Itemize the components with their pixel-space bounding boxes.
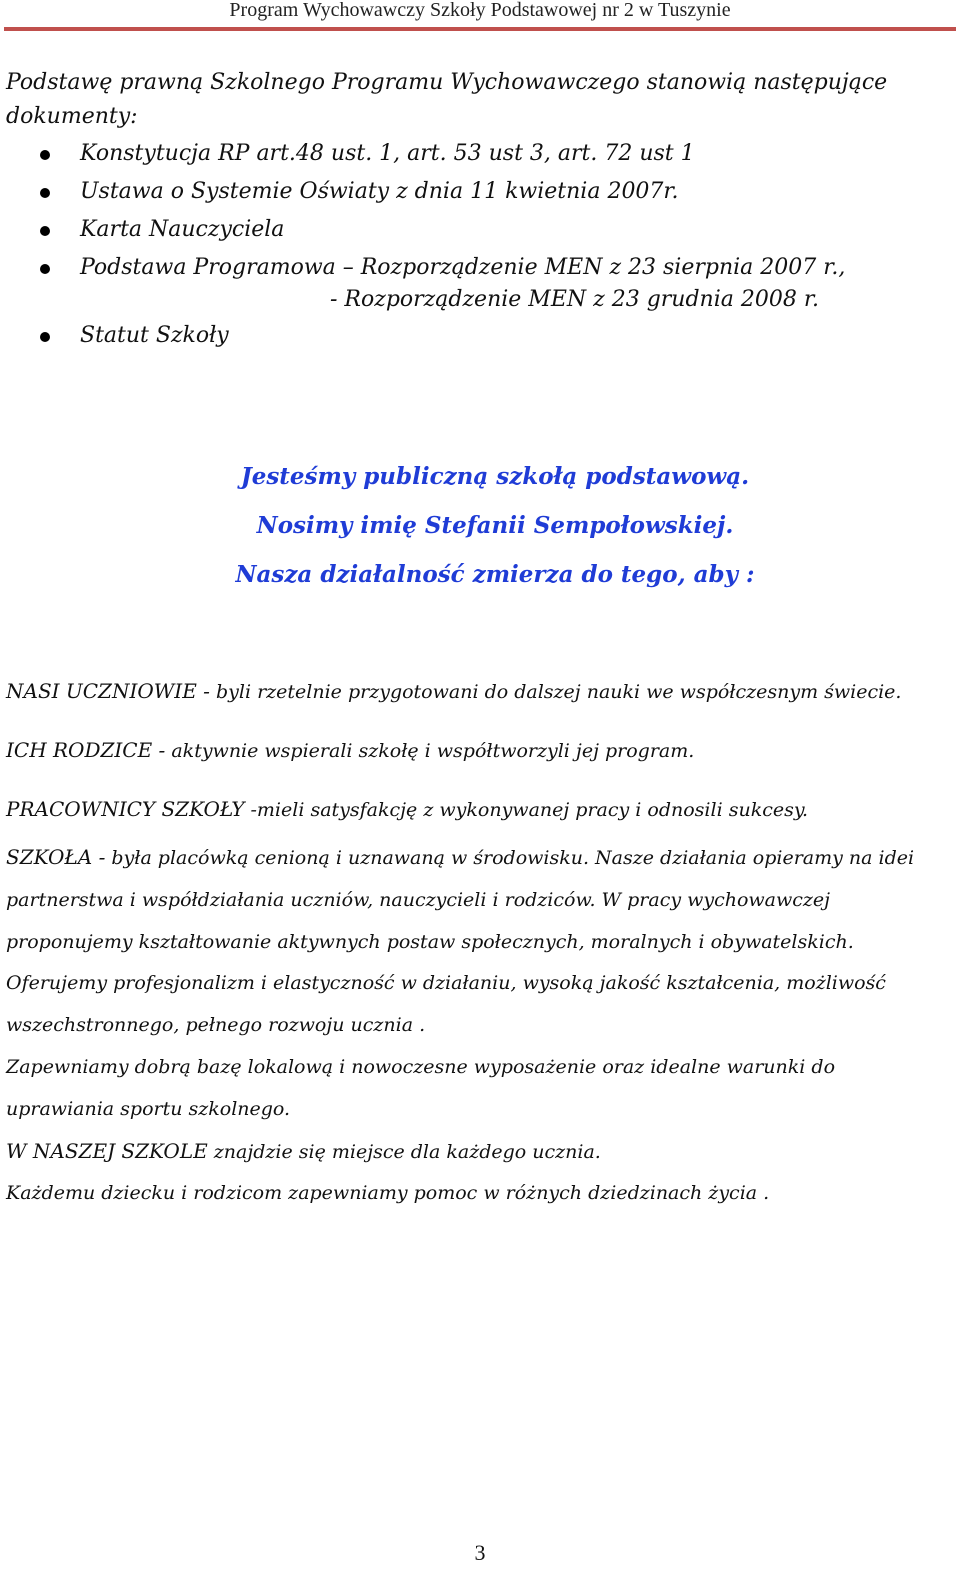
goal-item [6,676,946,707]
goal-item [6,735,946,766]
page-header-title: Program Wychowawczy Szkoły Podstawowej nr 2 w Tuszynie [229,0,731,21]
mission-line: Nasza działalność zmierza do tego, aby : [235,561,755,588]
list-item: Konstytucja RP art.48 ust. 1, art. 53 ust 3, art. 72 ust 1 [0,138,900,170]
offer-paragraph: Oferujemy profesjonalizm i elastyczność w działaniu, wysoką jakość kształcenia, możliwość wszechstronnego, pełnego rozwoju ucznia . [6,972,886,1036]
goal-text: była placówką cenioną i uznawaną w środowisku. Nasze działania opieramy na idei partnerstwa i współdziałania uczniów, nauczycieli i rodziców. W pracy wychowawczej proponujemy kształtowanie aktywnych postaw społecznych, moralnych i obywatelskich. [6,847,915,953]
school-goal-paragraph [6,836,946,963]
list-item-continuation: - Rozporządzenie MEN z 23 grudnia 2008 r. [330,287,819,312]
goal-label: ICH RODZICE - [6,738,166,762]
mission-line: Jesteśmy publiczną szkołą podstawową. [240,463,750,490]
goal-item [6,794,946,825]
bullet-icon [40,150,50,160]
bullet-icon [40,264,50,274]
goal-label: SZKOŁA - [6,845,106,869]
list-item: Karta Nauczyciela [0,214,900,246]
mission-statement [0,452,960,599]
header-divider [4,27,956,31]
intro-paragraph: Podstawę prawną Szkolnego Programu Wychowawczego stanowią następujące dokumenty: [6,70,888,129]
goal-text: aktywnie wspierali szkołę i współtworzyli jej program. [165,740,695,762]
goal-label: W NASZEJ SZKOLE [6,1139,208,1163]
goal-text: -mieli satysfakcję z wykonywanej pracy i odnosili sukcesy. [244,799,809,821]
mission-line: Nosimy imię Stefanii Sempołowskiej. [256,512,734,539]
legal-documents-list [0,138,900,358]
bullet-icon [40,188,50,198]
page-number: 3 [474,1540,486,1565]
goal-label: NASI UCZNIOWIE - [6,679,210,703]
list-item: Statut Szkoły [0,320,900,352]
bullet-icon [40,226,50,236]
base-paragraph: Zapewniamy dobrą bazę lokalową i nowoczesne wyposażenie oraz idealne warunki do uprawiania sportu szkolnego. [6,1056,836,1120]
place-paragraph: W NASZEJ SZKOLE znajdzie się miejsce dla każdego ucznia. [6,1139,601,1163]
goals-list [6,676,946,853]
goal-label: PRACOWNICY SZKOŁY [6,797,245,821]
bullet-icon [40,332,50,342]
list-item: Podstawa Programowa – Rozporządzenie MEN z 23 sierpnia 2007 r., - Rozporządzenie MEN z 23 grudnia 2008 r. [0,252,900,316]
list-item: Ustawa o Systemie Oświaty z dnia 11 kwietnia 2007r. [0,176,900,208]
goal-text: byli rzetelnie przygotowani do dalszej nauki we współczesnym świecie. [209,681,902,703]
help-paragraph: Każdemu dziecku i rodzicom zapewniamy pomoc w różnych dziedzinach życia . [6,1182,770,1204]
